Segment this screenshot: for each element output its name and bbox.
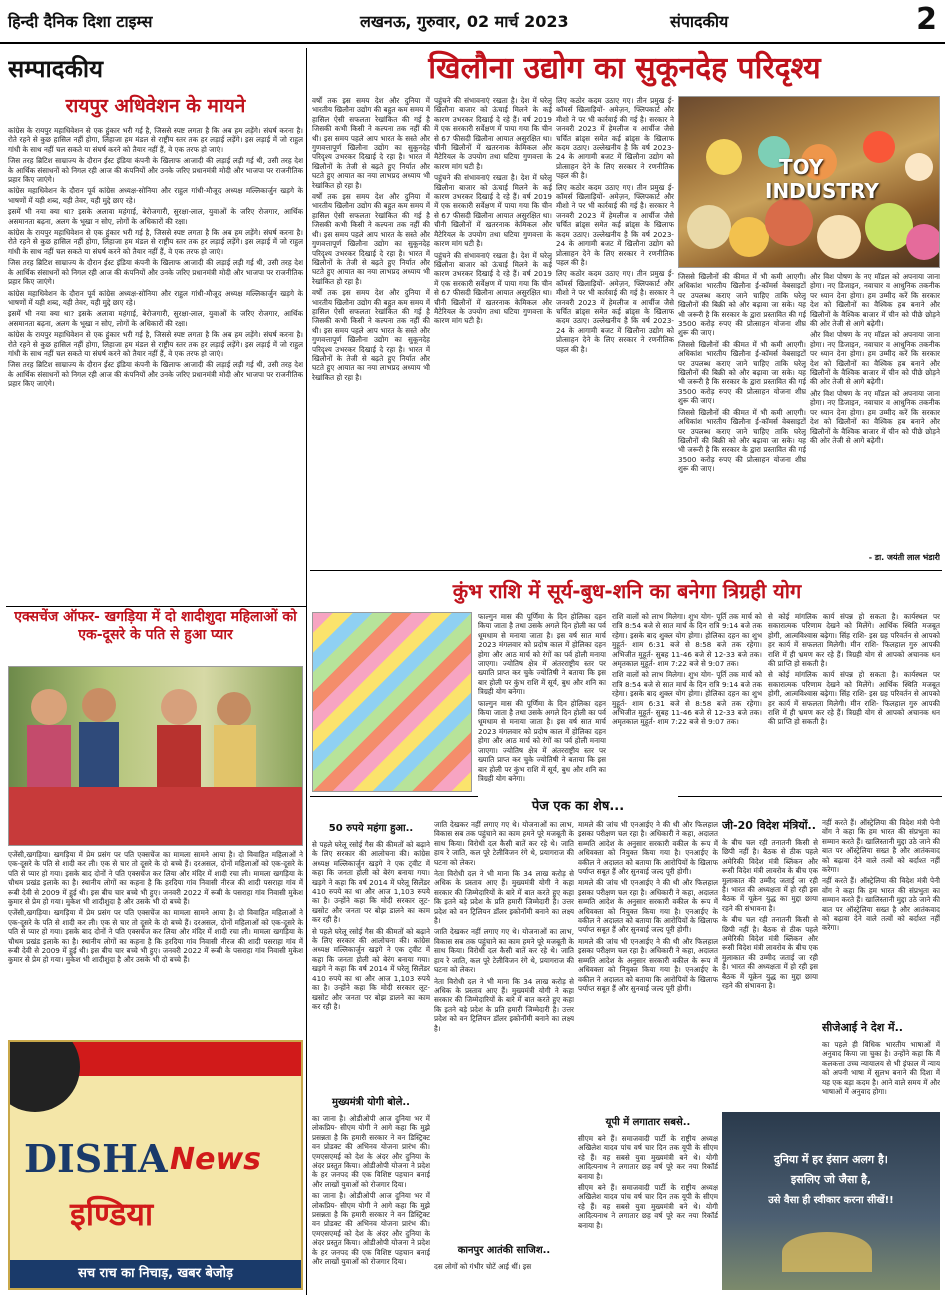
editorial-body bbox=[8, 126, 303, 602]
yoga-column-3 bbox=[768, 612, 940, 792]
up-body bbox=[578, 1134, 718, 1290]
toy-col5-text: और विश पोषण के नए मॉडल को अपनाया जाना होगा। नए डिजाइन, नवाचार व आधुनिक तकनीक पर ध्यान देना होगा। हम उम्मीद करें कि सरकार देश को खिलौनों का वैश्विक हब बनाने और खिलौनों के वैश्विक बाजार में चीन को पीछे छोड़ने की ओर तेजी से आगे बढ़ेगी। bbox=[810, 388, 940, 445]
yoga-column-2 bbox=[612, 612, 762, 792]
dateline: लखनऊ, गुरुवार, 02 मार्च 2023 bbox=[360, 12, 569, 31]
yogi-body-text: का जाना है। ओडीओपी आज दुनिया भर में लोकप्रिय- सीएम योगी ने आगे कहा कि मुझे प्रसन्नता है कि हमारी सरकार ने वन डिस्ट्रिक्ट वन प्रोडक्ट की अभिनव योजना प्रारंभ की। एमएसएमई को देश के अंदर और दुनिया के अंदर प्रस्तुत किया। ओडीओपी योजना ने प्रदेश के हर जनपद की एक विशिष्ट पहचान बनाई और लाखों युवाओं को रोजगार दिया। bbox=[312, 1114, 430, 1189]
toy-col5-text: और विश पोषण के नए मॉडल को अपनाया जाना होगा। नए डिजाइन, नवाचार व आधुनिक तकनीक पर ध्यान देना होगा। हम उम्मीद करें कि सरकार देश को खिलौनों का वैश्विक हब बनाने और खिलौनों के वैश्विक बाजार में चीन को पीछे छोड़ने की ओर तेजी से आगे बढ़ेगी। bbox=[810, 272, 940, 329]
toy-col3-text: लिए कठोर कदम उठाए गए। तीन प्रमुख ई-कॉमर्स खिलाड़ियों- अमेज़न, फ्लिपकार्ट और मीशो ने पर भी कार्रवाई की गई है। सरकार ने जनवरी 2023 में हेमलीज व आर्चीज जैसे चर्चित ब्रांड्स समेत कई ब्रांड्स के खिलाफ कदम उठाए। उल्लेखनीय है कि वर्ष 2023-24 के आगामी बजट में खिलौना उद्योग को प्रोत्साहन देने के लिए सरकार ने रणनीतिक पहल की है। bbox=[556, 269, 674, 354]
yogi-body bbox=[312, 1114, 430, 1290]
quote-box bbox=[722, 1112, 940, 1290]
toy-col5-text: और विश पोषण के नए मॉडल को अपनाया जाना होगा। नए डिजाइन, नवाचार व आधुनिक तकनीक पर ध्यान देना होगा। हम उम्मीद करें कि सरकार देश को खिलौनों का वैश्विक हब बनाने और खिलौनों के वैश्विक बाजार में चीन को पीछे छोड़ने की ओर तेजी से आगे बढ़ेगी। bbox=[810, 330, 940, 387]
quote-line: उसे वैसा ही स्वीकार करना सीखें!! bbox=[768, 1195, 894, 1206]
lpg-headline: 50 रुपये महंगा हुआ.. bbox=[328, 823, 414, 834]
microphone-icon bbox=[8, 1040, 80, 1112]
shesh-column-text: मामले की जांच भी एनआईए ने की थी और फिलहाल इसका परीक्षण चल रहा है। अधिकारी ने कहा, अदालत सम्मति आदेश के अनुसार सरकारी वकील के रूप में अधिवक्ता को नियुक्त किया गया है। एनआईए के वकील ने अदालत को बताया कि आरोपियों के खिलाफ पर्याप्त सबूत हैं और सुनवाई जल्द पूरी होगी। bbox=[578, 878, 718, 935]
exchange-body-text: एजेंसी,खगड़िया। खगड़िया में प्रेम प्रसंग पर पति एक्सचेंज का मामला सामने आया है। दो विवाहित महिलाओं ने एक-दूसरे के पति से शादी कर ली। एक से चार तो दूसरे के दो बच्चे हैं। दरअसल, दोनों महिलाओं को एक-दूसरे के पति से प्यार हो गया। इसके बाद दोनों ने पति एक्सचेंज कर लिया और मंदिर में शादी रचा ली। मामला खगड़िया के चौथम प्रखंड इलाके का है। स्थानीय लोगों का कहना है कि हरदिया गांव निवासी नीरज की शादी पसराहा गांव में रूबी देवी से 2009 में हुई थी। इस बीच चार बच्चे भी हुए। जनवरी 2022 में रूबी के पसराहा गांव निवासी मुकेश कुमार से प्रेम हो गया। मुकेश भी शादीशुदा है और उसके भी दो बच्चे हैं। bbox=[8, 908, 303, 965]
g20-body bbox=[722, 838, 818, 1110]
editorial-paragraph: कांग्रेस के रायपुर महाधिवेशन से एक हुंकार भरी गई है, जिससे स्पष्ट लगता है कि अब हम लड़ेंगे। संघर्ष करना है। रोते रहने से कुछ हासिल नहीं होगा, लिहाजा हम मंडल से राष्ट्रीय स्तर तक हर लड़ाई लड़ेंगे। इस लड़ाई में जो राहुल गांधी के साथ नहीं चल सकते या संघर्ष करने को तैयार नहीं हैं, वे एक तरफ हो जाएं। bbox=[8, 330, 303, 358]
toy-col3-text: लिए कठोर कदम उठाए गए। तीन प्रमुख ई-कॉमर्स खिलाड़ियों- अमेज़न, फ्लिपकार्ट और मीशो ने पर भी कार्रवाई की गई है। सरकार ने जनवरी 2023 में हेमलीज व आर्चीज जैसे चर्चित ब्रांड्स समेत कई ब्रांड्स के खिलाफ कदम उठाए। उल्लेखनीय है कि वर्ष 2023-24 के आगामी बजट में खिलौना उद्योग को प्रोत्साहन देने के लिए सरकार ने रणनीतिक पहल की है। bbox=[556, 96, 674, 181]
yoga-col2-text: राशि वालों को लाभ मिलेगा। शुभ योग- पूर्ति तक मार्च को रात्रि 8:54 बजे से सात मार्च के दिन रात्रि 9:14 बजे तक रहेगा। इसके बाद शुक्ल योग होगा। होलिका दहन का शुभ मुहूर्त- शाम 6:31 बजे से 8:58 बजे तक रहेगा। अभिजीत मुहूर्त- सुबह 11-46 बजे से 12-33 बजे तक। अमृतकाल मुहूर्त- शाम 7:22 बजे से 9:07 तक। bbox=[612, 670, 762, 727]
disha-news-ad bbox=[8, 1040, 303, 1290]
editorial-paragraph: जिस तरह ब्रिटिश साम्राज्य के दौरान ईस्ट इंडिया कंपनी के खिलाफ आजादी की लड़ाई लड़ी गई थी, उसी तरह देश के आर्थिक संसाधनों को निगल रही आज की कंपनियों और उनके जरिए प्रधानमंत्री मोदी और भाजपा पर राजनीतिक प्रहार किए जाएंगे। bbox=[8, 156, 303, 185]
section-divider bbox=[6, 606, 306, 607]
caste-story-paragraph: नेता विरोधी दल ने भी माना कि 34 लाख करोड़ से अधिक के प्रस्ताव आए हैं। मुख्यमंत्री योगी ने कहा सरकार की जिम्मेदारियों के बारे में बात करते हुए कहा कि इतने बड़े प्रदेश के प्रति हमारी जिम्मेदारी है। उत्तर प्रदेश को वन ट्रिलियन डॉलर इकोनॉमी बनाने का लक्ष्य है। bbox=[434, 976, 574, 1033]
shesh-bar: पेज एक का शेष... bbox=[478, 796, 678, 818]
yoga-col3-text: से कोई मांगलिक कार्य संपन्न हो सकता है। कार्यस्थल पर सकारात्मक परिणाम देखने को मिलेंगे। आर्थिक स्थिति मजबूत होगी, आत्मविश्वास बढ़ेगा। सिंह राशि- इस ग्रह परिवर्तन से आपको हर कार्य में सफलता मिलेगी। मीन राशि- फिलहाल गुरु आपकी राशि में ही भ्रमण कर रहे हैं। त्रिग्रही योग से आपको अचानक धन की प्राप्ति हो सकती है। bbox=[768, 670, 940, 727]
caste-story-paragraph: जाति देखकर नहीं लगाए गए थे। योजनाओं का लाभ, विकास सब तक पहुंचाने का काम हमने पूरे मजबूती के साथ किया। विरोधी दल कैसी बातें कर रहे थे। जाति हाय रे जाति, कल पूरे टेलीविजन रंगे थे, प्रयागराज की घटना को लेकर। bbox=[434, 927, 574, 975]
quote-line: दुनिया में हर इंसान अलग है। bbox=[774, 1153, 888, 1166]
editorial-headline: रायपुर अधिवेशन के मायने bbox=[65, 95, 246, 117]
editorial-paragraph: इसमें भी नया क्या था? इसके अलावा महंगाई, बेरोजगारी, सुरक्षा-लाल, युवाओं के जरिए रोजगार, आर्थिक असमानता बढ़ना, अलग के भूखा न सोए, लोगों के अधिकारों की रक्षा। bbox=[8, 207, 303, 226]
exchange-body-text: एजेंसी,खगड़िया। खगड़िया में प्रेम प्रसंग पर पति एक्सचेंज का मामला सामने आया है। दो विवाहित महिलाओं ने एक-दूसरे के पति से शादी कर ली। एक से चार तो दूसरे के दो बच्चे हैं। दरअसल, दोनों महिलाओं को एक-दूसरे के पति से प्यार हो गया। इसके बाद दोनों ने पति एक्सचेंज कर लिया और मंदिर में शादी रचा ली। मामला खगड़िया के चौथम प्रखंड इलाके का है। स्थानीय लोगों का कहना है कि हरदिया गांव निवासी नीरज की शादी पसराहा गांव में रूबी देवी से 2009 में हुई थी। इस बीच चार बच्चे भी हुए। जनवरी 2022 में रूबी के पसराहा गांव निवासी मुकेश कुमार से प्रेम हो गया। मुकेश भी शादीशुदा है और उसके भी दो बच्चे हैं। bbox=[8, 850, 303, 907]
caste-story-paragraph: नेता विरोधी दल ने भी माना कि 34 लाख करोड़ से अधिक के प्रस्ताव आए हैं। मुख्यमंत्री योगी ने कहा सरकार की जिम्मेदारियों के बारे में बात करते हुए कहा कि इतने बड़े प्रदेश के प्रति हमारी जिम्मेदारी है। उत्तर प्रदेश को वन ट्रिलियन डॉलर इकोनॉमी बनाने का लक्ष्य है। bbox=[434, 869, 574, 926]
yoga-headline: कुंभ राशि में सूर्य-बुध-शनि का बनेगा त्रिग्रही योग bbox=[452, 579, 802, 603]
toy-col2-text: पहुंचने की संभावनाएं रखता है। देश में घरेलू खिलौना बाजार को ऊंचाई मिलने के कई कारण उभरकर दिखाई दे रहे हैं। वर्ष 2019 में एक सरकारी सर्वेक्षण में पाया गया कि चीन से 67 फीसदी खिलौना आयात असुरक्षित था। चीनी खिलौनों में खतरनाक केमिकल और मैटेरियल के उपयोग तथा घटिया गुणवत्ता के कारण मांग घटी है। bbox=[434, 250, 552, 326]
toy-col1-text: वर्षों तक इस समय देश और दुनिया में भारतीय खिलौना उद्योग की बहुत कम समय में हासिल ऐसी सफलता रेखांकित की गई है जिसकी कभी किसी ने कल्पना तक नहीं की थी। इस समय पहले आप भारत के सस्ते और गुणवत्तापूर्ण खिलौना उद्योग का सुकूनदेह परिदृश्य उभरकर दिखाई दे रहा है। भारत में खिलौनों के तेजी से बढ़ते हुए निर्यात और घटते हुए आयात का नया लाभप्रद अध्याय भी रेखांकित हो रहा है। bbox=[312, 288, 430, 382]
masthead bbox=[0, 0, 945, 44]
exchange-headline: एक्सचेंज ऑफर- खगड़िया में दो शादीशुदा महिलाओं को एक-दूसरे के पति से हुआ प्यार bbox=[14, 609, 297, 643]
yogi-body-text: का जाना है। ओडीओपी आज दुनिया भर में लोकप्रिय- सीएम योगी ने आगे कहा कि मुझे प्रसन्नता है कि हमारी सरकार ने वन डिस्ट्रिक्ट वन प्रोडक्ट की अभिनव योजना प्रारंभ की। एमएसएमई को देश के अंदर और दुनिया के अंदर प्रस्तुत किया। ओडीओपी योजना ने प्रदेश के हर जनपद की एक विशिष्ट पहचान बनाई और लाखों युवाओं को रोजगार दिया। bbox=[312, 1191, 430, 1267]
paper-name: हिन्दी दैनिक दिशा टाइम्स bbox=[8, 12, 153, 31]
editorial-paragraph: जिस तरह ब्रिटिश साम्राज्य के दौरान ईस्ट इंडिया कंपनी के खिलाफ आजादी की लड़ाई लड़ी गई थी, उसी तरह देश के आर्थिक संसाधनों को निगल रही आज की कंपनियों और उनके जरिए प्रधानमंत्री मोदी और भाजपा पर राजनीतिक प्रहार किए जाएंगे। bbox=[8, 360, 303, 389]
editorial-paragraph: कांग्रेस के रायपुर महाधिवेशन से एक हुंकार भरी गई है, जिससे स्पष्ट लगता है कि अब हम लड़ेंगे। संघर्ष करना है। रोते रहने से कुछ हासिल नहीं होगा, लिहाजा हम मंडल से राष्ट्रीय स्तर तक हर लड़ाई लड़ेंगे। इस लड़ाई में जो राहुल गांधी के साथ नहीं चल सकते या संघर्ष करने को तैयार नहीं हैं, वे एक तरफ हो जाएं। bbox=[8, 228, 303, 256]
page-number: 2 bbox=[916, 2, 937, 37]
up-headline: यूपी में लगातार सबसे.. bbox=[605, 1117, 691, 1128]
ad-brand-hindi: इण्डिया bbox=[70, 1195, 154, 1233]
toy-column-1 bbox=[312, 96, 430, 566]
editorial-section-label-box bbox=[8, 52, 188, 92]
yoga-col1-text: फाल्गुन मास की पूर्णिमा के दिन होलिका दहन किया जाता है तथा उसके अगले दिन होली का पर्व धूमधाम से मनाया जाता है। इस वर्ष सात मार्च 2023 मंगलवार को प्रदोष काल में होलिका दहन होगा और आठ मार्च को रंगों का पर्व होली मनाया जाएगा। ज्योतिष क्षेत्र में अंतरराष्ट्रीय स्तर पर ख्याति प्राप्त कर चुके ज्योतिषी ने बताया कि इस बार होली पर कुंभ राशि में सूर्य, बुध और शनि का त्रिग्रही योग बनेगा। bbox=[478, 612, 606, 697]
editorial-paragraph: कांग्रेस महाधिवेशन के दौरान पूर्व कांग्रेस अध्यक्ष-सोनिया और राहुल गांधी-मौजूद अध्यक्ष मल्लिकार्जुन खड़गे के भाषणों में यही शब्द, यही तेवर, यही मुद्दे छाए रहे। bbox=[8, 288, 303, 307]
toy-col4-text: जिससे खिलौनों की कीमत में भी कमी आएगी। अधिकांश भारतीय खिलौना ई-कॉमर्स वेबसाइटों पर उपलब्ध कराए जाने चाहिए ताकि घरेलू खिलौनों की बिक्री को और बढ़ावा जा सके। यह भी जरूरी है कि सरकार के द्वारा प्रस्तावित की गई 3500 करोड़ रुपए की प्रोत्साहन योजना शीघ्र शुरू की जाए। bbox=[678, 407, 806, 474]
editorial-paragraph: इसमें भी नया क्या था? इसके अलावा महंगाई, बेरोजगारी, सुरक्षा-लाल, युवाओं के जरिए रोजगार, आर्थिक असमानता बढ़ना, अलग के भूखा न सोए, लोगों के अधिकारों की रक्षा। bbox=[8, 309, 303, 328]
kanpur-headline: कानपुर आतंकी साजिश.. bbox=[457, 1245, 551, 1256]
holi-colors-photo bbox=[312, 612, 472, 792]
up-body-text: सीएम बने हैं। समाजवादी पार्टी के राष्ट्रीय अध्यक्ष अखिलेश यादव पांच वर्ष चार दिन तक यूपी के सीएम रहे हैं। वह सबसे युवा मुख्यमंत्री बने थे। योगी आदित्यनाथ ने लगातार छह वर्ष पूरे कर नया रिकॉर्ड बनाया है। bbox=[578, 1183, 718, 1230]
ad-brand-main: DISHA bbox=[24, 1136, 168, 1181]
toy-column-5 bbox=[810, 272, 940, 550]
eam-body bbox=[822, 1040, 940, 1110]
shesh-column-text: मामले की जांच भी एनआईए ने की थी और फिलहाल इसका परीक्षण चल रहा है। अधिकारी ने कहा, अदालत सम्मति आदेश के अनुसार सरकारी वकील के रूप में अधिवक्ता को नियुक्त किया गया है। एनआईए के वकील ने अदालत को बताया कि आरोपियों के खिलाफ पर्याप्त सबूत हैं और सुनवाई जल्द पूरी होगी। bbox=[578, 936, 718, 993]
g20-headline: जी-20 विदेश मंत्रियों.. bbox=[722, 819, 816, 832]
toy-photo-caption: INDUSTRY bbox=[765, 179, 879, 203]
yoga-col3-text: से कोई मांगलिक कार्य संपन्न हो सकता है। कार्यस्थल पर सकारात्मक परिणाम देखने को मिलेंगे। आर्थिक स्थिति मजबूत होगी, आत्मविश्वास बढ़ेगा। सिंह राशि- इस ग्रह परिवर्तन से आपको हर कार्य में सफलता मिलेगी। मीन राशि- फिलहाल गुरु आपकी राशि में ही भ्रमण कर रहे हैं। त्रिग्रही योग से आपको अचानक धन की प्राप्ति हो सकती है। bbox=[768, 612, 940, 669]
g20-body-text: के बीच चल रही तनातनी किसी से छिपी नहीं है। बैठक से ठीक पहले अमेरिकी विदेश मंत्री ब्लिंकन और रूसी विदेश मंत्री लावरोव के बीच एक मुलाकात की उम्मीद जताई जा रही है। भारत की अध्यक्षता में हो रही इस बैठक में यूक्रेन युद्ध का मुद्दा छाया रहने की संभावना है। bbox=[722, 915, 818, 991]
section-name: संपादकीय bbox=[670, 12, 729, 31]
yoga-column-1 bbox=[478, 612, 606, 792]
toy-column-3 bbox=[556, 96, 674, 566]
toy-col4-text: जिससे खिलौनों की कीमत में भी कमी आएगी। अधिकांश भारतीय खिलौना ई-कॉमर्स वेबसाइटों पर उपलब्ध कराए जाने चाहिए ताकि घरेलू खिलौनों की बिक्री को और बढ़ावा जा सके। यह भी जरूरी है कि सरकार के द्वारा प्रस्तावित की गई 3500 करोड़ रुपए की प्रोत्साहन योजना शीघ्र शुरू की जाए। bbox=[678, 272, 806, 338]
editorial-paragraph: जिस तरह ब्रिटिश साम्राज्य के दौरान ईस्ट इंडिया कंपनी के खिलाफ आजादी की लड़ाई लड़ी गई थी, उसी तरह देश के आर्थिक संसाधनों को निगल रही आज की कंपनियों और उनके जरिए प्रधानमंत्री मोदी और भाजपा पर राजनीतिक प्रहार किए जाएंगे। bbox=[8, 258, 303, 287]
couples-illustration bbox=[9, 667, 303, 846]
toy-col1-text: वर्षों तक इस समय देश और दुनिया में भारतीय खिलौना उद्योग की बहुत कम समय में हासिल ऐसी सफलता रेखांकित की गई है जिसकी कभी किसी ने कल्पना तक नहीं की थी। इस समय पहले आप भारत के सस्ते और गुणवत्तापूर्ण खिलौना उद्योग का सुकूनदेह परिदृश्य उभरकर दिखाई दे रहा है। भारत में खिलौनों के तेजी से बढ़ते हुए निर्यात और घटते हुए आयात का नया लाभप्रद अध्याय भी रेखांकित हो रहा है। bbox=[312, 192, 430, 286]
editorial-paragraph: कांग्रेस महाधिवेशन के दौरान पूर्व कांग्रेस अध्यक्ष-सोनिया और राहुल गांधी-मौजूद अध्यक्ष मल्लिकार्जुन खड़गे के भाषणों में यही शब्द, यही तेवर, यही मुद्दे छाए रहे। bbox=[8, 186, 303, 205]
toy-photo-caption: TOY bbox=[779, 155, 824, 179]
toy-col4-text: जिससे खिलौनों की कीमत में भी कमी आएगी। अधिकांश भारतीय खिलौना ई-कॉमर्स वेबसाइटों पर उपलब्ध कराए जाने चाहिए ताकि घरेलू खिलौनों की बिक्री को और बढ़ावा जा सके। यह भी जरूरी है कि सरकार के द्वारा प्रस्तावित की गई 3500 करोड़ रुपए की प्रोत्साहन योजना शीघ्र शुरू की जाए। bbox=[678, 339, 806, 406]
sunset-graphic bbox=[782, 1232, 872, 1272]
exchange-couples-photo bbox=[8, 666, 303, 846]
toy-col2-text: पहुंचने की संभावनाएं रखता है। देश में घरेलू खिलौना बाजार को ऊंचाई मिलने के कई कारण उभरकर दिखाई दे रहे हैं। वर्ष 2019 में एक सरकारी सर्वेक्षण में पाया गया कि चीन से 67 फीसदी खिलौना आयात असुरक्षित था। चीनी खिलौनों में खतरनाक केमिकल और मैटेरियल के उपयोग तथा घटिया गुणवत्ता के कारण मांग घटी है। bbox=[434, 173, 552, 249]
lpg-body-text: से पहले घरेलू रसोई गैस की कीमतों को बढ़ाने के लिए सरकार की आलोचना की। कांग्रेस अध्यक्ष मल्लिकार्जुन खड़गे ने एक ट्वीट में कहा कि जनता होली को बेरंग बनाया गया। खड़गे ने कहा कि वर्ष 2014 में घरेलू सिलेंडर 410 रुपये का था और आज 1,103 रुपये का है। उन्होंने कहा कि मोदी सरकार लूट-खसोट और जनता पर बोझ डालने का काम कर रही है। bbox=[312, 840, 430, 925]
quote-line: इसलिए जो जैसा है, bbox=[790, 1173, 872, 1186]
caste-story-body bbox=[434, 820, 574, 1240]
eam-body-text: का पहले ही विधिक भारतीय भाषाओं में अनुवाद किया जा चुका है। उन्होंने कहा कि मैं कलकत्ता उच्च न्यायालय से भी इंफाल में न्याय को अपनी भाषा में सुलभ बनाने की दिशा में यह एक बड़ा कदम है। आने वाले समय में और भाषाओं में अनुवाद होगा। bbox=[822, 1040, 940, 1097]
toy-col1-text: वर्षों तक इस समय देश और दुनिया में भारतीय खिलौना उद्योग की बहुत कम समय में हासिल ऐसी सफलता रेखांकित की गई है जिसकी कभी किसी ने कल्पना तक नहीं की थी। इस समय पहले आप भारत के सस्ते और गुणवत्तापूर्ण खिलौना उद्योग का सुकूनदेह परिदृश्य उभरकर दिखाई दे रहा है। भारत में खिलौनों के तेजी से बढ़ते हुए निर्यात और घटते हुए आयात का नया लाभप्रद अध्याय भी रेखांकित हो रहा है। bbox=[312, 96, 430, 190]
section-divider bbox=[310, 570, 942, 571]
yoga-col1-text: फाल्गुन मास की पूर्णिमा के दिन होलिका दहन किया जाता है तथा उसके अगले दिन होली का पर्व धूमधाम से मनाया जाता है। इस वर्ष सात मार्च 2023 मंगलवार को प्रदोष काल में होलिका दहन होगा और आठ मार्च को रंगों का पर्व होली मनाया जाएगा। ज्योतिष क्षेत्र में अंतरराष्ट्रीय स्तर पर ख्याति प्राप्त कर चुके ज्योतिषी ने बताया कि इस बार होली पर कुंभ राशि में सूर्य, बुध और शनि का त्रिग्रही योग बनेगा। bbox=[478, 698, 606, 783]
toy-column-2 bbox=[434, 96, 552, 566]
exchange-body bbox=[8, 850, 303, 1036]
up-body-text: सीएम बने हैं। समाजवादी पार्टी के राष्ट्रीय अध्यक्ष अखिलेश यादव पांच वर्ष चार दिन तक यूपी के सीएम रहे हैं। वह सबसे युवा मुख्यमंत्री बने थे। योगी आदित्यनाथ ने लगातार छह वर्ष पूरे कर नया रिकॉर्ड बनाया है। bbox=[578, 1134, 718, 1181]
kanpur-body: दस लोगों को गंभीर चोटें आई थीं। इस bbox=[434, 1262, 532, 1271]
g20-body2-text: नहीं करते हैं। ऑस्ट्रेलिया की विदेश मंत्री पेनी वोंग ने कहा कि हम भारत की संप्रभुता का सम्मान करते हैं। खालिस्तानी मुद्दा उठे जाने की बात पर ऑस्ट्रेलिया सख्त है और आतंकवाद को बढ़ावा देने वाले तत्वों को बर्दाश्त नहीं करेगा। bbox=[822, 818, 940, 875]
column-divider bbox=[306, 48, 307, 608]
editorial-paragraph: कांग्रेस के रायपुर महाधिवेशन से एक हुंकार भरी गई है, जिससे स्पष्ट लगता है कि अब हम लड़ेंगे। संघर्ष करना है। रोते रहने से कुछ हासिल नहीं होगा, लिहाजा हम मंडल से राष्ट्रीय स्तर तक हर लड़ाई लड़ेंगे। इस लड़ाई में जो राहुल गांधी के साथ नहीं चल सकते या संघर्ष करने को तैयार नहीं हैं, वे एक तरफ हो जाएं। bbox=[8, 126, 303, 154]
editorial-section-label: सम्पादकीय bbox=[8, 55, 104, 83]
toy-col3-text: लिए कठोर कदम उठाए गए। तीन प्रमुख ई-कॉमर्स खिलाड़ियों- अमेज़न, फ्लिपकार्ट और मीशो ने पर भी कार्रवाई की गई है। सरकार ने जनवरी 2023 में हेमलीज व आर्चीज जैसे चर्चित ब्रांड्स समेत कई ब्रांड्स के खिलाफ कदम उठाए। उल्लेखनीय है कि वर्ष 2023-24 के आगामी बजट में खिलौना उद्योग को प्रोत्साहन देने के लिए सरकार ने रणनीतिक पहल की है। bbox=[556, 182, 674, 267]
toy-industry-photo bbox=[678, 96, 940, 268]
ad-tagline: सच राच का निचाड़, खबर बेजोड़ bbox=[10, 1260, 301, 1288]
g20-body2-text: नहीं करते हैं। ऑस्ट्रेलिया की विदेश मंत्री पेनी वोंग ने कहा कि हम भारत की संप्रभुता का सम्मान करते हैं। खालिस्तानी मुद्दा उठे जाने की बात पर ऑस्ट्रेलिया सख्त है और आतंकवाद को बढ़ावा देने वाले तत्वों को बर्दाश्त नहीं करेगा। bbox=[822, 876, 940, 933]
toy-byline: - डा. जयंती लाल भंडारी bbox=[868, 553, 940, 562]
column-divider bbox=[306, 608, 307, 1295]
eam-headline: सीजेआई ने देश में.. bbox=[822, 1021, 903, 1034]
yoga-col2-text: राशि वालों को लाभ मिलेगा। शुभ योग- पूर्ति तक मार्च को रात्रि 8:54 बजे से सात मार्च के दिन रात्रि 9:14 बजे तक रहेगा। इसके बाद शुक्ल योग होगा। होलिका दहन का शुभ मुहूर्त- शाम 6:31 बजे से 8:58 बजे तक रहेगा। अभिजीत मुहूर्त- सुबह 11-46 बजे से 12-33 बजे तक। अमृतकाल मुहूर्त- शाम 7:22 बजे से 9:07 तक। bbox=[612, 612, 762, 669]
caste-story-paragraph: जाति देखकर नहीं लगाए गए थे। योजनाओं का लाभ, विकास सब तक पहुंचाने का काम हमने पूरे मजबूती के साथ किया। विरोधी दल कैसी बातें कर रहे थे। जाति हाय रे जाति, कल पूरे टेलीविजन रंगे थे, प्रयागराज की घटना को लेकर। bbox=[434, 820, 574, 867]
g20-body-text: के बीच चल रही तनातनी किसी से छिपी नहीं है। बैठक से ठीक पहले अमेरिकी विदेश मंत्री ब्लिंकन और रूसी विदेश मंत्री लावरोव के बीच एक मुलाकात की उम्मीद जताई जा रही है। भारत की अध्यक्षता में हो रही इस बैठक में यूक्रेन युद्ध का मुद्दा छाया रहने की संभावना है। bbox=[722, 838, 818, 913]
g20-body-continued bbox=[822, 818, 940, 1018]
shesh-column-text: मामले की जांच भी एनआईए ने की थी और फिलहाल इसका परीक्षण चल रहा है। अधिकारी ने कहा, अदालत सम्मति आदेश के अनुसार सरकारी वकील के रूप में अधिवक्ता को नियुक्त किया गया है। एनआईए के वकील ने अदालत को बताया कि आरोपियों के खिलाफ पर्याप्त सबूत हैं और सुनवाई जल्द पूरी होगी। bbox=[578, 820, 718, 877]
toy-col2-text: पहुंचने की संभावनाएं रखता है। देश में घरेलू खिलौना बाजार को ऊंचाई मिलने के कई कारण उभरकर दिखाई दे रहे हैं। वर्ष 2019 में एक सरकारी सर्वेक्षण में पाया गया कि चीन से 67 फीसदी खिलौना आयात असुरक्षित था। चीनी खिलौनों में खतरनाक केमिकल और मैटेरियल के उपयोग तथा घटिया गुणवत्ता के कारण मांग घटी है। bbox=[434, 96, 552, 171]
yogi-headline: मुख्यमंत्री योगी बोले.. bbox=[332, 1097, 410, 1108]
toy-headline: खिलौना उद्योग का सुकूनदेह परिदृश्य bbox=[428, 51, 821, 86]
ad-brand-news: News bbox=[170, 1142, 262, 1177]
shesh-column-body bbox=[578, 820, 718, 1110]
lpg-body bbox=[312, 840, 430, 1090]
lpg-body-text: से पहले घरेलू रसोई गैस की कीमतों को बढ़ाने के लिए सरकार की आलोचना की। कांग्रेस अध्यक्ष मल्लिकार्जुन खड़गे ने एक ट्वीट में कहा कि जनता होली को बेरंग बनाया गया। खड़गे ने कहा कि वर्ष 2014 में घरेलू सिलेंडर 410 रुपये का था और आज 1,103 रुपये का है। उन्होंने कहा कि मोदी सरकार लूट-खसोट और जनता पर बोझ डालने का काम कर रही है। bbox=[312, 926, 430, 1011]
toy-column-4 bbox=[678, 272, 806, 566]
